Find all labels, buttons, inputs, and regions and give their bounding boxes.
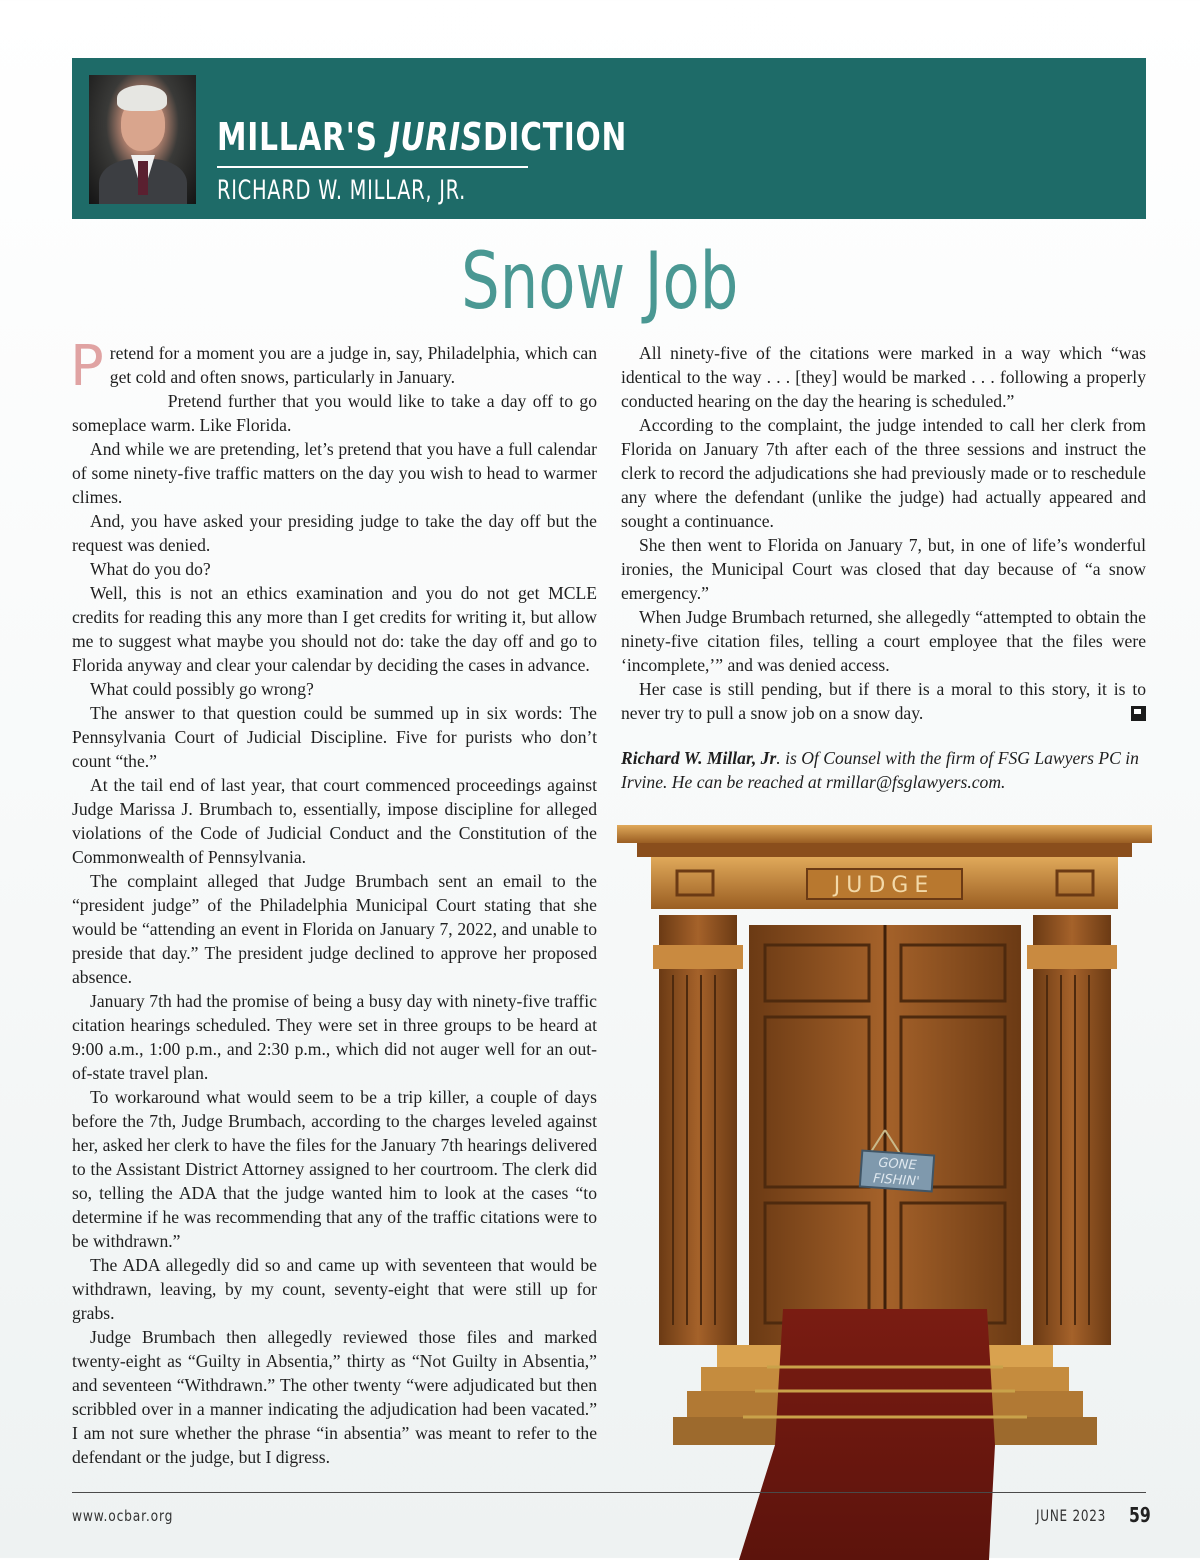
- footer-issue-date: JUNE 2023: [1036, 1506, 1106, 1525]
- paragraph: Judge Brumbach then allegedly reviewed those files and marked twenty-eight as “Guilty in Absentia,” thirty as “Not Guilty in Absentia,” and seventeen “Withdrawn.” The other twenty “were adjudicated but then scribbled over in a manner indicating the adjudication had been vacated.” I am not sure whether the phrase “in absentia” was meant to refer to the defendant or the judge, but I digress.: [72, 1327, 597, 1467]
- author-bio: Richard W. Millar, Jr. is Of Counsel with the firm of FSG Lawyers PC in Irvine. He can be reached at rmillar@fsglawyers.com.: [621, 748, 1139, 792]
- column-banner: [72, 58, 1146, 219]
- paragraph: What do you do?: [90, 559, 211, 579]
- end-mark-icon: [1131, 706, 1146, 721]
- article-left-column: [70, 334, 597, 1469]
- paragraph: According to the complaint, the judge intended to call her clerk from Florida on January 7th after each of the three sessions and instruct the clerk to record the adjudications she had previously made or to reschedule any where the defendant (unlike the judge) had actually appeared and sought a continuance.: [621, 415, 1146, 531]
- paragraph: Pretend for a moment you are a judge in, say, Philadelphia, which can get cold and often snows, particularly in January.: [70, 334, 597, 399]
- paragraph: January 7th had the promise of being a busy day with ninety-five traffic citation hearings scheduled. They were set in three groups to be heard at 9:00 a.m., 1:00 p.m., and 2:30 p.m., which did not auger well for an out-of-state travel plan.: [72, 991, 597, 1083]
- cornice: [617, 825, 1152, 843]
- paragraph: And while we are pretending, let’s pretend that you have a full calendar of some ninety-five traffic matters on the day you wish to head to warmer climes.: [72, 439, 597, 507]
- paragraph: Well, this is not an ethics examination and you do not get MCLE credits for reading this any more than I get credits for writing it, but allow me to suggest what maybe you should not do: take the day off and go to Florida anyway and clear your calendar by deciding the cases in advance.: [72, 583, 597, 675]
- paragraph: And, you have asked your presiding judge to take the day off but the request was denied.: [72, 511, 597, 555]
- drop-cap: P: [70, 334, 104, 399]
- paragraph: The complaint alleged that Judge Brumbach sent an email to the “president judge” of the Philadelphia Municipal Court stating that she would be “attending an event in Florida on January 7, 2022, and unable to preside that day.” The president judge declined to approve her proposed absence.: [72, 871, 597, 987]
- banner-divider: [217, 166, 528, 168]
- paragraph: What could possibly go wrong?: [90, 679, 314, 699]
- courtroom-door-illustration: [617, 825, 1152, 1560]
- author-photo: [89, 75, 196, 204]
- paragraph: All ninety-five of the citations were marked in a way which “was identical to the way . . . [they] would be marked . . . following a properly conducted hearing on the day the hearing is scheduled.”: [621, 343, 1146, 411]
- article-headline: Snow Job: [461, 237, 739, 327]
- paragraph: The answer to that question could be summed up in six words: The Pennsylvania Court of Judicial Discipline. Five for purists who don’t count “the.”: [72, 703, 597, 771]
- judge-plaque-text: JUDGE: [833, 873, 935, 898]
- paragraph: Her case is still pending, but if there is a moral to this story, it is to never try to pull a snow job on a snow day.: [621, 679, 1146, 723]
- footer-divider: [72, 1492, 1146, 1493]
- sign-text-line1: GONE: [877, 1155, 918, 1174]
- footer-website: www.ocbar.org: [72, 1507, 174, 1525]
- article-right-column: [621, 341, 1146, 725]
- column-title: MILLAR'S JURISDICTION: [217, 115, 628, 159]
- paragraph: The ADA allegedly did so and came up with seventeen that would be withdrawn, leaving, by my count, seventy-eight that were still up for grabs.: [72, 1255, 597, 1323]
- column-author: RICHARD W. MILLAR, JR.: [217, 175, 467, 206]
- right-pilaster: [1033, 915, 1111, 1345]
- paragraph: To workaround what would seem to be a trip killer, a couple of days before the 7th, Judge Brumbach, according to the charges leveled against her, asked her clerk to have the files for the January 7th hearings delivered to the Assistant District Attorney assigned to her courtroom. The clerk did so, telling the ADA that the judge wanted him to look at the cases “to determine if he was recommending that any of the traffic citations were to be withdrawn.”: [72, 1087, 597, 1251]
- left-pilaster: [659, 915, 737, 1345]
- sign-text-line2: FISHIN': [872, 1171, 921, 1190]
- page-number: 59: [1129, 1503, 1151, 1527]
- paragraph: At the tail end of last year, that court commenced proceedings against Judge Marissa J. Brumbach to, essentially, impose discipline for alleged violations of the Code of Judicial Conduct and the Constitution of the Commonwealth of Pennsylvania.: [72, 775, 597, 867]
- paragraph: She then went to Florida on January 7, but, in one of life’s wonderful ironies, the Municipal Court was closed that day because of “a snow emergency.”: [621, 535, 1146, 603]
- paragraph: Pretend further that you would like to take a day off to go someplace warm. Like Florida.: [72, 391, 597, 435]
- paragraph: When Judge Brumbach returned, she allegedly “attempted to obtain the ninety-five citation files, telling a court employee that the files were ‘incomplete,’” and was denied access.: [621, 607, 1146, 675]
